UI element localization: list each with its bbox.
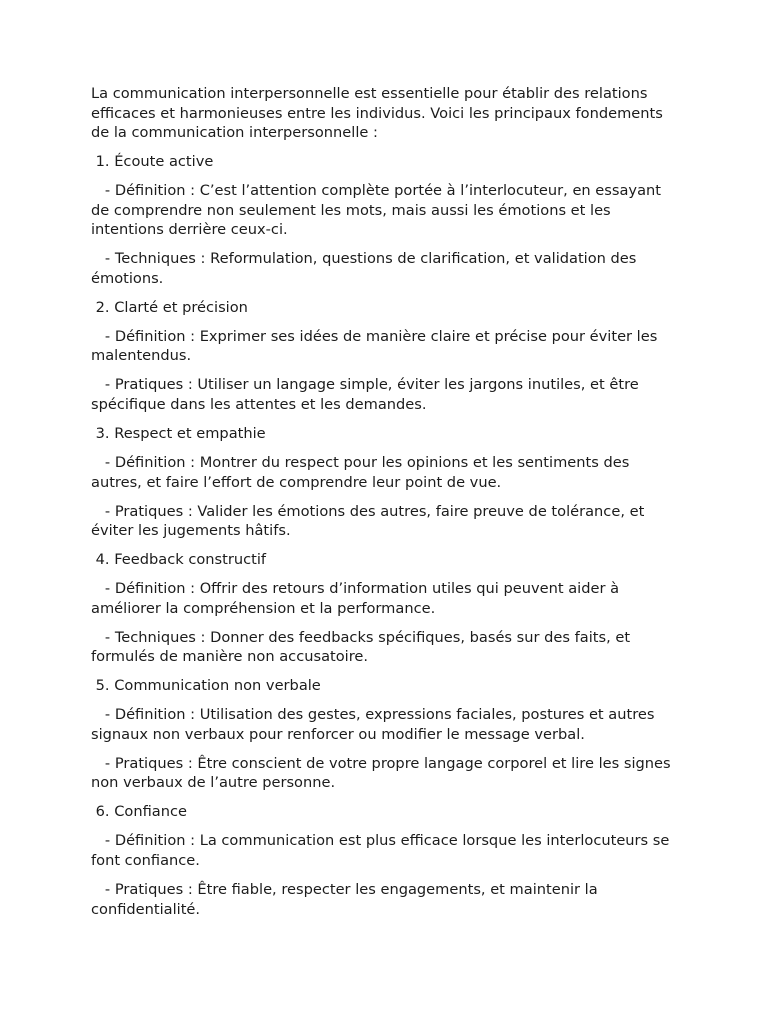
section-heading-4: 4. Feedback constructif [91, 551, 267, 569]
section-heading-3: 3. Respect et empathie [91, 425, 266, 443]
section-1-techniques: - Techniques : Reformulation, questions de clarification, et validation des émotions. [91, 250, 642, 287]
section-1-definition: - Définition : C’est l’attention complète portée à l’interlocuteur, en essayant de comprendre non seulement les mots, mais aussi les émotions et les intentions derrière ceux-ci. [91, 182, 666, 239]
section-2-definition: - Définition : Exprimer ses idées de manière claire et précise pour éviter les malentendus. [91, 327, 662, 365]
section-6-practices: - Pratiques : Être fiable, respecter les engagements, et maintenir la confidentialité. [91, 881, 603, 918]
section-3-definition: - Définition : Montrer du respect pour les opinions et les sentiments des autres, et faire l’effort de comprendre leur point de vue. [91, 454, 634, 491]
section-heading-6: 6. Confiance [91, 803, 187, 821]
section-heading-5: 5. Communication non verbale [91, 677, 321, 695]
document-body [91, 84, 681, 929]
section-5-practices: - Pratiques : Être conscient de votre propre langage corporel et lire les signes non verbaux de l’autre personne. [91, 754, 676, 792]
section-4-techniques: - Techniques : Donner des feedbacks spécifiques, basés sur des faits, et formulés de manière non accusatoire. [91, 628, 635, 666]
intro-paragraph: La communication interpersonnelle est essentielle pour établir des relations efficaces et harmonieuses entre les individus. Voici les principaux fondements de la communication interpersonnelle : [91, 85, 668, 142]
section-3-practices: - Pratiques : Valider les émotions des autres, faire preuve de tolérance, et éviter les jugements hâtifs. [91, 502, 649, 540]
section-2-practices: - Pratiques : Utiliser un langage simple, éviter les jargons inutiles, et être spécifique dans les attentes et les demandes. [91, 376, 644, 414]
section-6-definition: - Définition : La communication est plus efficace lorsque les interlocuteurs se font confiance. [91, 832, 675, 870]
section-heading-1: 1. Écoute active [91, 153, 214, 171]
section-4-definition: - Définition : Offrir des retours d’information utiles qui peuvent aider à améliorer la compréhension et la performance. [91, 580, 624, 617]
section-5-definition: - Définition : Utilisation des gestes, expressions faciales, postures et autres signaux non verbaux pour renforcer ou modifier le message verbal. [91, 706, 660, 743]
section-heading-2: 2. Clarté et précision [91, 298, 248, 316]
